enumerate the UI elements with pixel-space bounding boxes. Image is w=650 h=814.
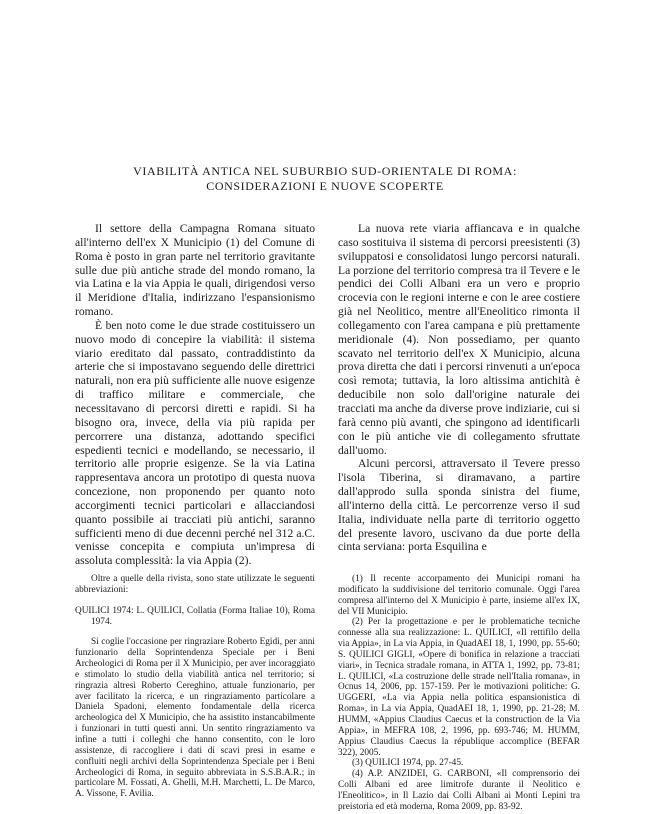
footnote: (3) QUILICI 1974, pp. 27-45. (352, 758, 464, 769)
footnote: (1) Il recente accorpamento dei Municipi romani ha modificato la suddivisione del territorio comunale. Oggi l'area compresa all'interno del X Municipio è parte, insieme all'ex IX, del VII Municipio. (338, 574, 580, 617)
footnotes-left (75, 574, 315, 800)
abbreviations-intro: Oltre a quelle della rivista, sono state utilizzate le seguenti abbreviazioni: (75, 574, 315, 595)
article-title (40, 164, 610, 194)
footnotes-right (338, 574, 580, 813)
title-line-1: VIABILITÀ ANTICA NEL SUBURBIO SUD-ORIENTALE DI ROMA: (133, 164, 517, 178)
footnote: (4) A.P. ANZIDEI, G. CARBONI, «Il comprensorio dei Colli Albani ed aree limitrofe durante il Neolitico e l'Eneolitico», in Il Lazio dai Colli Albani ai Monti Lepini tra preistoria ed età moderna, Roma 2009, pp. 83-92. (338, 769, 580, 812)
paragraph: È ben noto come le due strade costituissero un nuovo modo di concepire la viabilità: il sistema viario ereditato dal passato, contraddistinto da arterie che si impostavano seguendo delle direttrici naturali, non era più sufficiente alle nuove esigenze di traffico militare e commerciale, che necessitavano di percorsi diretti e rapidi. Si ha bisogno ora, invece, della via più rapida per percorrere una distanza, adottando specifici espedienti tecnici e modellando, se necessario, il territorio alle proprie esigenze. Se la via Latina rappresentava ancora un prototipo di questa nuova concezione, non proponendo per quanto noto accorgimenti tecnici particolari e allacciandosi quanto possibile ai tracciati più antichi, saranno sufficienti meno di due decenni perché nel 312 a.C. venisse concepita e compiuta un'impresa di assoluta complessità: la via Appia (2). (75, 318, 315, 568)
body-column-right (338, 222, 580, 554)
acknowledgments: Si coglie l'occasione per ringraziare Roberto Egidi, per anni funzionario della Soprintendenza Speciale per i Beni Archeologici di Roma per il X Municipio, per aver incoraggiato e stimolato lo studio della viabilità antica nel territorio; si ringrazia altresì Roberto Cereghino, attuale funzionario, per aver facilitato la ricerca, e un ringraziamento particolare a Daniela Spadoni, elemento fondamentale della ricerca archeologica del X Municipio, che ha assistito instancabilmente i funzionari in tutti questi anni. Un sentito ringraziamento va infine a tutti i colleghi che hanno consentito, con le loro assistenze, di raccogliere i dati di scavi presi in esame e confluiti negli archivi della Soprintendenza Speciale per i Beni Archeologici di Roma, in seguito abbreviata in S.S.B.A.R.; in particolare M. Fossati, A. Ghelli, M.H. Marchetti, L. De Marco, A. Vissone, F. Avilia. (75, 637, 315, 800)
abbreviation-entry: QUILICI 1974: L. QUILICI, Collatia (Forma Italiae 10), Roma 1974. (75, 605, 315, 627)
title-line-2: CONSIDERAZIONI E NUOVE SCOPERTE (206, 179, 444, 193)
paragraph: La nuova rete viaria affiancava e in qualche caso sostituiva il sistema di percorsi preesistenti (3) sviluppatosi e consolidatosi lungo percorsi naturali. La porzione del territorio compresa tra il Tevere e le pendici dei Colli Albani era un vero e proprio crocevia con le regioni interne e con le aree costiere già nel Neolitico, mentre all'Eneolitico rimonta il collegamento con l'area campana e più prettamente meridionale (4). Non possediamo, per quanto scavato nel territorio dell'ex X Municipio, alcuna prova diretta che dati i percorsi rinvenuti a un'epoca così remota; tuttavia, la loro altissima antichità è deducibile non solo dall'origine naturale dei tracciati ma anche da diverse prove indiziarie, cui si farà cenno più avanti, che spingono ad identificarli con le più antiche vie di collegamento sfruttate dall'uomo. (338, 222, 581, 457)
footnote: (2) Per la progettazione e per le problematiche tecniche connesse alla sua realizzazione: L. QUILICI, «Il rettifilo della via Appia», in La via Appia, in QuadAEI 18, 1, 1990, pp. 55-60; S. QUILICI GIGLI, «Opere di bonifica in relazione a tracciati viari», in Tecnica stradale romana, in ATTA 1, 1992, pp. 73-81; L. QUILICI, «La costruzione delle strade nell'Italia romana», in Ocnus 14, 2006, pp. 157-159. Per le motivazioni politiche: G. UGGERI, «La via Appia nella politica espansionistica di Roma», in La via Appia, QuadAEI 18, 1, 1990, pp. 21-28; M. HUMM, «Appius Claudius Caecus et la construction de la Via Appia», in MEFRA 108, 2, 1996, pp. 693-746; M. HUMM, Appius Claudius Caecus la république accomplice (BEFAR 322), 2005. (338, 617, 580, 758)
paragraph: Alcuni percorsi, attraversato il Tevere presso l'isola Tiberina, si diramavano, a partire dall'approdo sulla sponda sinistra del fiume, all'interno della città. Le percorrenze verso il sud Italia, individuate nella parte di territorio oggetto del presente lavoro, uscivano da due porte della cinta serviana: porta Esquilina e (338, 457, 580, 554)
paragraph: Il settore della Campagna Romana situato all'interno dell'ex X Municipio (1) del Comune di Roma è posto in gran parte nel territorio gravitante sulle due più antiche strade del mondo romano, la via Latina e la via Appia le quali, dirigendosi verso il Meridione d'Italia, indirizzano l'espansionismo romano. (75, 222, 315, 319)
body-column-left (75, 222, 315, 568)
